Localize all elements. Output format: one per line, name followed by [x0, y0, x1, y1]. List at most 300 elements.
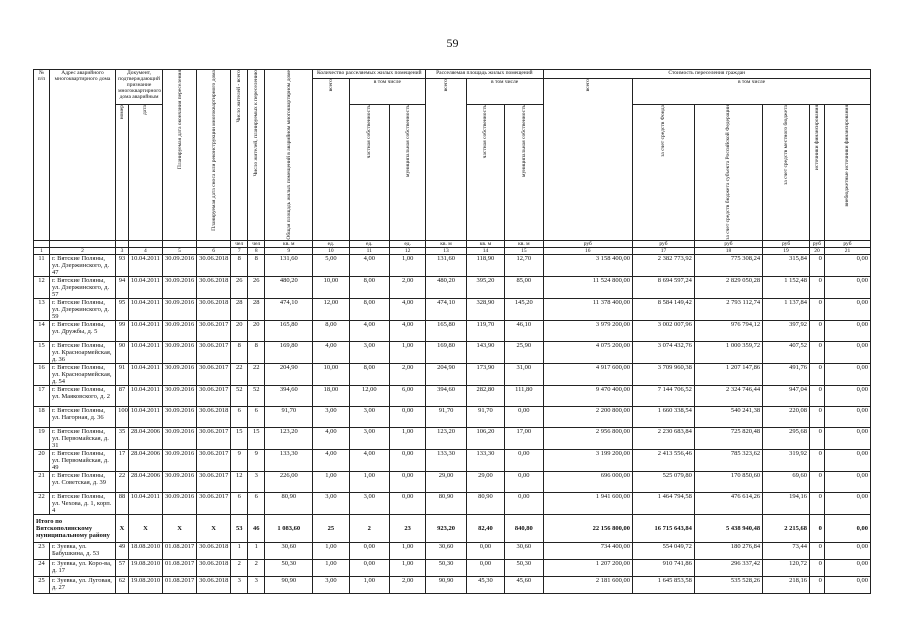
table-cell: 0	[810, 427, 825, 449]
table-cell: 1,00	[390, 542, 426, 559]
table-cell: 12	[34, 276, 50, 298]
total-cell: 2 215,68	[763, 514, 810, 542]
column-number: 13	[426, 247, 467, 254]
table-cell: 1 152,48	[763, 276, 810, 298]
table-cell: 123,20	[265, 427, 313, 449]
table-row	[34, 542, 871, 559]
header-total-area	[265, 70, 313, 241]
table-cell: 1 464 794,58	[633, 492, 695, 514]
table-cell: г. Вятские Поляны, ул. Маяковского, д. 2	[49, 385, 115, 406]
table-row	[34, 406, 871, 427]
total-cell: 16 715 643,84	[633, 514, 695, 542]
table-cell: 131,60	[426, 254, 467, 276]
column-number: 2	[49, 247, 115, 254]
table-cell: 1,00	[313, 559, 349, 576]
table-row	[34, 276, 871, 298]
table-cell: 947,04	[763, 385, 810, 406]
unit-cell: кв. м	[426, 240, 467, 247]
table-cell: 1,00	[390, 254, 426, 276]
unit-cell: чел	[248, 240, 265, 247]
table-cell: 180 276,84	[694, 542, 762, 559]
table-cell: 0,00	[824, 559, 870, 576]
table-cell: 1 941 600,00	[543, 492, 633, 514]
table-cell: 45,60	[505, 576, 543, 593]
table-cell: 9 470 400,00	[543, 385, 633, 406]
table-cell: 0,00	[824, 542, 870, 559]
table-cell: 11 524 800,00	[543, 276, 633, 298]
table-cell: 30.06.2018	[197, 542, 231, 559]
table-cell: 0,00	[390, 471, 426, 492]
table-cell: 57	[116, 559, 129, 576]
table-cell: 90	[116, 341, 129, 363]
table-cell: 14	[34, 320, 50, 341]
table-cell: 17,00	[505, 427, 543, 449]
column-number: 5	[162, 247, 196, 254]
table-cell: 4,00	[390, 320, 426, 341]
table-cell: 1,00	[313, 471, 349, 492]
header-count-incl: в том числе	[349, 79, 426, 105]
table-cell: 8	[248, 254, 265, 276]
table-cell: 6,00	[390, 385, 426, 406]
table-cell: 0,00	[505, 406, 543, 427]
header-doc-date-text: дата	[142, 104, 149, 115]
table-cell: 328,90	[466, 298, 504, 320]
table-cell: 20	[248, 320, 265, 341]
table-row	[34, 449, 871, 471]
total-cell: 5 438 940,48	[694, 514, 762, 542]
table-cell: 0,00	[824, 320, 870, 341]
table-cell: 1 207 200,00	[543, 559, 633, 576]
unit-cell: руб	[824, 240, 870, 247]
table-cell: 194,16	[763, 492, 810, 514]
header-regional-text: за счет средств бюджета субъекта Российской Федерации	[725, 104, 732, 240]
header-plan-demolition	[197, 70, 231, 241]
table-cell: 30.09.2016	[162, 385, 196, 406]
table-cell: 2 413 556,46	[633, 449, 695, 471]
table-cell: 296 337,42	[694, 559, 762, 576]
table-cell: г. Вятские Поляны, ул. Нагорная, д. 36	[49, 406, 115, 427]
table-cell: 1 645 853,58	[633, 576, 695, 593]
table-cell: 2	[248, 559, 265, 576]
table-cell: 28.04.2006	[128, 427, 162, 449]
header-other	[810, 104, 825, 240]
table-cell: 204,90	[426, 363, 467, 385]
table-cell: г. Вятские Поляны, ул. Дружбы, д. 5	[49, 320, 115, 341]
table-cell: 20	[34, 449, 50, 471]
table-body	[34, 247, 871, 593]
table-cell: г. Вятские Поляны, ул. Дзержинского, д. 59	[49, 298, 115, 320]
table-cell: 0,00	[505, 492, 543, 514]
table-cell: г. Вятские Поляны, ул. Красноармейская, д. 36	[49, 341, 115, 363]
table-cell: 99	[116, 320, 129, 341]
table-cell: 133,30	[466, 449, 504, 471]
table-cell: 295,68	[763, 427, 810, 449]
unit-cell	[128, 240, 162, 247]
table-cell: 143,90	[466, 341, 504, 363]
table-cell: 785 323,62	[694, 449, 762, 471]
header-doc-date	[128, 104, 162, 240]
column-number: 15	[505, 247, 543, 254]
table-cell: 1,00	[313, 542, 349, 559]
table-cell: 11 378 400,00	[543, 298, 633, 320]
table-cell: 1 207 147,86	[694, 363, 762, 385]
table-cell: 540 241,38	[694, 406, 762, 427]
header-area-municipal-text: муниципальная собственность	[520, 104, 527, 177]
table-cell: 170 850,60	[694, 471, 762, 492]
table-cell: 2,00	[390, 363, 426, 385]
column-number: 9	[265, 247, 313, 254]
total-label: Итого по Вятскополянскому муниципальному району	[34, 514, 116, 542]
header-extra-text: внебюджетные источники финансирования	[844, 104, 851, 207]
table-cell: 3,00	[313, 406, 349, 427]
table-cell: 90,90	[265, 576, 313, 593]
table-cell: 88	[116, 492, 129, 514]
table-cell: 29,00	[466, 471, 504, 492]
table-cell: 30.09.2016	[162, 449, 196, 471]
table-cell: 8,00	[313, 320, 349, 341]
table-cell: 12,00	[349, 385, 390, 406]
table-cell: 106,20	[466, 427, 504, 449]
table-cell: 0,00	[824, 363, 870, 385]
table-cell: 30.09.2016	[162, 406, 196, 427]
table-cell: 30.09.2016	[162, 427, 196, 449]
table-cell: 30.09.2016	[162, 471, 196, 492]
table-cell: 474,10	[265, 298, 313, 320]
table-cell: 8	[248, 341, 265, 363]
table-cell: 4,00	[390, 298, 426, 320]
table-cell: 119,70	[466, 320, 504, 341]
unit-cell: руб	[763, 240, 810, 247]
total-cell: 23	[390, 514, 426, 542]
table-cell: г. Вятские Поляны, ул. Советская, д. 39	[49, 471, 115, 492]
table-cell: 8,00	[349, 298, 390, 320]
table-row	[34, 363, 871, 385]
table-cell: г. Зуевка, ул. Луговая, д. 27	[49, 576, 115, 593]
table-cell: 0	[810, 276, 825, 298]
table-cell: 480,20	[265, 276, 313, 298]
table-cell: 1,00	[349, 576, 390, 593]
header-cost-all-text: всего	[584, 79, 591, 92]
table-cell: 1 000 359,72	[694, 341, 762, 363]
unit-cell: ед.	[390, 240, 426, 247]
total-cell: 22 156 800,00	[543, 514, 633, 542]
table-cell: 30.06.2017	[197, 471, 231, 492]
table-cell: 2 956 800,00	[543, 427, 633, 449]
table-cell: 3 074 432,76	[633, 341, 695, 363]
table-cell: г. Зуевка, ул. Бабушкина, д. 53	[49, 542, 115, 559]
table-cell: 3 158 400,00	[543, 254, 633, 276]
table-cell: 476 614,26	[694, 492, 762, 514]
header-residents-total-text: Число жителей - всего	[236, 70, 243, 123]
table-cell: 3 002 007,96	[633, 320, 695, 341]
table-cell: 0,00	[824, 341, 870, 363]
table-cell: 10.04.2011	[128, 385, 162, 406]
table-cell: 30.06.2017	[197, 363, 231, 385]
table-cell: 4,00	[349, 449, 390, 471]
header-local-text: за счет средств местного бюджета	[783, 104, 790, 185]
table-cell: 0,00	[349, 542, 390, 559]
table-cell: 165,80	[265, 320, 313, 341]
table-cell: 319,92	[763, 449, 810, 471]
table-cell: 30.06.2017	[197, 449, 231, 471]
table-cell: 62	[116, 576, 129, 593]
table-cell: 3 979 200,00	[543, 320, 633, 341]
table-row	[34, 576, 871, 593]
table-cell: 1 660 338,54	[633, 406, 695, 427]
table-cell: 4,00	[313, 427, 349, 449]
table-cell: 0,00	[824, 254, 870, 276]
table-cell: 8	[231, 341, 248, 363]
table-cell: 80,90	[265, 492, 313, 514]
table-cell: 30.06.2018	[197, 298, 231, 320]
table-cell: 30,60	[505, 542, 543, 559]
table-cell: 50,30	[265, 559, 313, 576]
unit-cell: руб	[694, 240, 762, 247]
table-cell: 554 049,72	[633, 542, 695, 559]
total-cell: 2	[349, 514, 390, 542]
table-cell: 525 079,80	[633, 471, 695, 492]
table-cell: 30.09.2016	[162, 320, 196, 341]
table-cell: 4 917 600,00	[543, 363, 633, 385]
table-cell: 28	[231, 298, 248, 320]
header-count-municipal	[390, 104, 426, 240]
table-cell: г. Вятские Поляны, ул. Красноармейская, д. 54	[49, 363, 115, 385]
table-cell: 4,00	[349, 254, 390, 276]
units-row	[34, 240, 871, 247]
header-plan-end	[162, 70, 196, 241]
table-cell: 30.06.2018	[197, 254, 231, 276]
header-doc-number	[116, 104, 129, 240]
table-cell: 94	[116, 276, 129, 298]
table-cell: 315,84	[763, 254, 810, 276]
table-cell: 282,80	[466, 385, 504, 406]
table-cell: 49	[116, 542, 129, 559]
table-cell: 0	[810, 298, 825, 320]
header-fund-text: за счет средств Фонда	[660, 104, 667, 157]
table-cell: 91,70	[265, 406, 313, 427]
table-cell: 9	[248, 449, 265, 471]
header-total-area-text: Общая площадь жилых помещений в аварийном многоквартирном доме	[285, 70, 292, 240]
table-cell: 407,52	[763, 341, 810, 363]
table-cell: 123,20	[426, 427, 467, 449]
column-number: 17	[633, 247, 695, 254]
table-cell: 145,20	[505, 298, 543, 320]
column-number: 8	[248, 247, 265, 254]
table-cell: 0,00	[390, 449, 426, 471]
table-cell: 2,00	[390, 276, 426, 298]
header-residents-planned-text: Число жителей, планируемых к переселению	[253, 70, 260, 177]
table-cell: 69,60	[763, 471, 810, 492]
table-cell: 0,00	[466, 542, 504, 559]
column-number: 3	[116, 247, 129, 254]
table-header	[34, 70, 871, 248]
header-count-private	[349, 104, 390, 240]
table-cell: 30.06.2017	[197, 427, 231, 449]
table-cell: 10.04.2011	[128, 341, 162, 363]
table-cell: 0	[810, 341, 825, 363]
table-cell: 0	[810, 559, 825, 576]
total-cell: 25	[313, 514, 349, 542]
table-cell: 01.08.2017	[162, 542, 196, 559]
header-area-municipal	[505, 104, 543, 240]
table-cell: г. Вятские Поляны, ул. Первомайская, д. 49	[49, 449, 115, 471]
unit-cell	[34, 240, 50, 247]
table-row	[34, 298, 871, 320]
table-cell: 3 709 960,38	[633, 363, 695, 385]
table-cell: 15	[231, 427, 248, 449]
table-cell: 17	[116, 449, 129, 471]
table-cell: 28	[248, 298, 265, 320]
table-cell: 0,00	[390, 492, 426, 514]
header-count-municipal-text: муниципальная собственность	[404, 104, 411, 177]
table-cell: 0	[810, 363, 825, 385]
table-cell: 3 199 200,00	[543, 449, 633, 471]
table-cell: 0,00	[505, 449, 543, 471]
table-cell: 50,30	[505, 559, 543, 576]
table-cell: 1,00	[390, 559, 426, 576]
table-cell: 976 794,12	[694, 320, 762, 341]
table-row	[34, 559, 871, 576]
table-cell: г. Зуевка, ул. Коро-ва, д. 17	[49, 559, 115, 576]
table-cell: 0	[810, 542, 825, 559]
table-cell: 19	[34, 427, 50, 449]
column-number: 1	[34, 247, 50, 254]
table-cell: 910 741,86	[633, 559, 695, 576]
table-cell: 6	[231, 492, 248, 514]
table-cell: 46,10	[505, 320, 543, 341]
table-cell: 1 137,84	[763, 298, 810, 320]
table-cell: 1,00	[349, 471, 390, 492]
header-count-all	[313, 79, 349, 241]
table-cell: 535 528,26	[694, 576, 762, 593]
table-cell: 10.04.2011	[128, 492, 162, 514]
table-cell: 2 793 112,74	[694, 298, 762, 320]
table-cell: 30.09.2016	[162, 341, 196, 363]
table-cell: 18.08.2010	[128, 542, 162, 559]
table-cell: 73,44	[763, 542, 810, 559]
table-cell: 25	[34, 576, 50, 593]
table-cell: 30.09.2016	[162, 276, 196, 298]
table-cell: 131,60	[265, 254, 313, 276]
table-cell: 0,00	[390, 406, 426, 427]
table-cell: 0,00	[824, 471, 870, 492]
table-cell: 0	[810, 576, 825, 593]
table-row	[34, 254, 871, 276]
table-cell: 30.06.2018	[197, 576, 231, 593]
table-cell: 85,00	[505, 276, 543, 298]
table-cell: 118,90	[466, 254, 504, 276]
unit-cell: руб	[810, 240, 825, 247]
table-cell: 12,00	[313, 298, 349, 320]
table-row	[34, 385, 871, 406]
table-cell: г. Вятские Поляны, ул. Первомайская, д. 31	[49, 427, 115, 449]
header-local	[763, 104, 810, 240]
unit-cell: руб	[633, 240, 695, 247]
unit-cell: кв. м	[265, 240, 313, 247]
table-cell: 3,00	[349, 406, 390, 427]
total-cell: 0,00	[824, 514, 870, 542]
unit-cell: руб	[543, 240, 633, 247]
table-cell: 28.04.2006	[128, 471, 162, 492]
table-cell: 2 181 600,00	[543, 576, 633, 593]
table-cell: 0	[810, 471, 825, 492]
table-cell: г. Вятские Поляны, ул. Чехова, д. 1, корп. 4	[49, 492, 115, 514]
table-cell: 394,60	[265, 385, 313, 406]
table-cell: 0,00	[824, 385, 870, 406]
header-address: Адрес аварийного многоквартирного дома	[49, 70, 115, 241]
table-cell: 6	[248, 492, 265, 514]
table-cell: 165,80	[426, 320, 467, 341]
table-cell: 26	[231, 276, 248, 298]
header-area-incl: в том числе	[466, 79, 543, 105]
table-cell: 0	[810, 385, 825, 406]
table-cell: 204,90	[265, 363, 313, 385]
column-number: 14	[466, 247, 504, 254]
table-cell: 52	[231, 385, 248, 406]
table-cell: 18,00	[313, 385, 349, 406]
table-cell: 2,00	[390, 576, 426, 593]
column-number: 6	[197, 247, 231, 254]
table-cell: 2 200 800,00	[543, 406, 633, 427]
table-cell: 9	[231, 449, 248, 471]
table-cell: 30.09.2016	[162, 254, 196, 276]
table-cell: 725 820,48	[694, 427, 762, 449]
table-cell: 01.08.2017	[162, 576, 196, 593]
column-number: 20	[810, 247, 825, 254]
total-cell: 0	[810, 514, 825, 542]
table-cell: 10.04.2011	[128, 320, 162, 341]
header-residents-planned	[248, 70, 265, 241]
table-cell: 3,00	[349, 341, 390, 363]
table-cell: 133,30	[426, 449, 467, 471]
total-cell: X	[197, 514, 231, 542]
table-cell: 91,70	[426, 406, 467, 427]
table-cell: 30.06.2017	[197, 385, 231, 406]
table-cell: 220,08	[763, 406, 810, 427]
header-plan-demolition-text: Планируемая дата сноса или реконструкции многоквартирного дома	[210, 70, 217, 231]
table-cell: 0	[810, 492, 825, 514]
header-fund	[633, 104, 695, 240]
table-cell: 2 829 050,28	[694, 276, 762, 298]
table-cell: 734 400,00	[543, 542, 633, 559]
table-cell: 10.04.2011	[128, 254, 162, 276]
table-cell: 0	[810, 254, 825, 276]
table-row	[34, 427, 871, 449]
table-cell: 12	[231, 471, 248, 492]
total-cell: X	[128, 514, 162, 542]
header-cost-all	[543, 79, 633, 241]
table-cell: 25,90	[505, 341, 543, 363]
table-cell: 23	[34, 542, 50, 559]
table-cell: г. Вятские Поляны, ул. Дзержинского, д. 57	[49, 276, 115, 298]
table-row	[34, 320, 871, 341]
unit-cell: ед.	[313, 240, 349, 247]
table-cell: 30.09.2016	[162, 363, 196, 385]
table-cell: 0	[810, 406, 825, 427]
table-cell: 29,00	[426, 471, 467, 492]
total-cell: 82,40	[466, 514, 504, 542]
header-regional	[694, 104, 762, 240]
header-no: № п/п	[34, 70, 50, 241]
table-cell: 8 584 149,42	[633, 298, 695, 320]
table-cell: 8,00	[349, 363, 390, 385]
header-area-private	[466, 104, 504, 240]
table-cell: 30.06.2018	[197, 559, 231, 576]
table-cell: 1,00	[390, 341, 426, 363]
header-residents-total	[231, 70, 248, 241]
table-cell: 30.06.2017	[197, 341, 231, 363]
table-cell: 19.08.2010	[128, 576, 162, 593]
